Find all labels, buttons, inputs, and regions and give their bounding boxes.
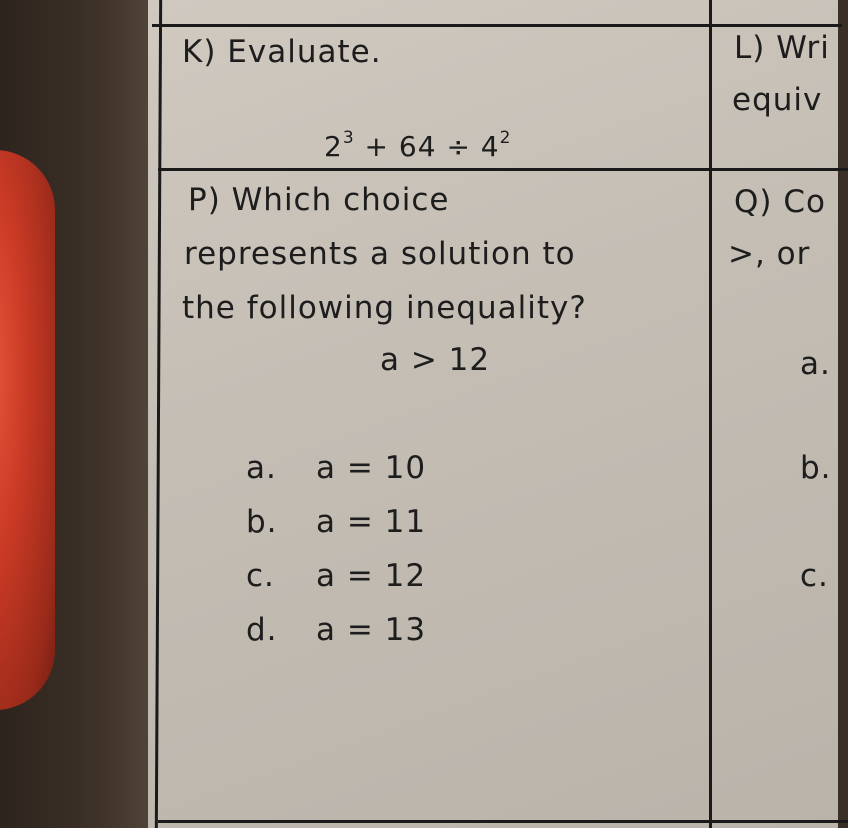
choice-value: a = 11: [316, 504, 427, 540]
worksheet-paper: [148, 0, 838, 828]
problem-q-choice-c: c.: [800, 558, 829, 594]
choice-letter: b.: [246, 504, 278, 540]
choice-value: a = 10: [316, 450, 427, 486]
problem-l-line2: equiv: [732, 82, 823, 118]
expr-exponent-2: 2: [499, 128, 512, 148]
column-divider-line: [709, 0, 712, 828]
row-divider-line: [158, 168, 848, 171]
choice-letter: a.: [246, 450, 277, 486]
problem-p-inequality: a > 12: [380, 342, 491, 378]
top-border-line: [152, 24, 842, 27]
problem-q-choice-b: b.: [800, 450, 832, 486]
problem-k-expression: [324, 130, 511, 163]
problem-p-line2: represents a solution to: [184, 236, 576, 272]
problem-k-heading: K) Evaluate.: [182, 34, 382, 70]
choice-value: a = 12: [316, 558, 427, 594]
finger-photo-region: [0, 150, 55, 710]
choice-letter: c.: [246, 558, 275, 594]
problem-q-line1: Q) Co: [734, 184, 826, 220]
problem-p-line1: P) Which choice: [188, 182, 450, 218]
problem-l-line1: L) Wri: [734, 30, 830, 66]
left-border-line: [155, 0, 162, 828]
problem-q-choice-a: a.: [800, 346, 831, 382]
problem-p-line3: the following inequality?: [182, 290, 587, 326]
expr-middle: + 64 ÷ 4: [354, 130, 500, 163]
choice-letter: d.: [246, 612, 278, 648]
choice-value: a = 13: [316, 612, 427, 648]
problem-q-line2: >, or: [728, 236, 811, 272]
expr-base: 2: [324, 130, 343, 163]
expr-exponent: 3: [342, 128, 355, 148]
bottom-border-line: [158, 820, 848, 823]
